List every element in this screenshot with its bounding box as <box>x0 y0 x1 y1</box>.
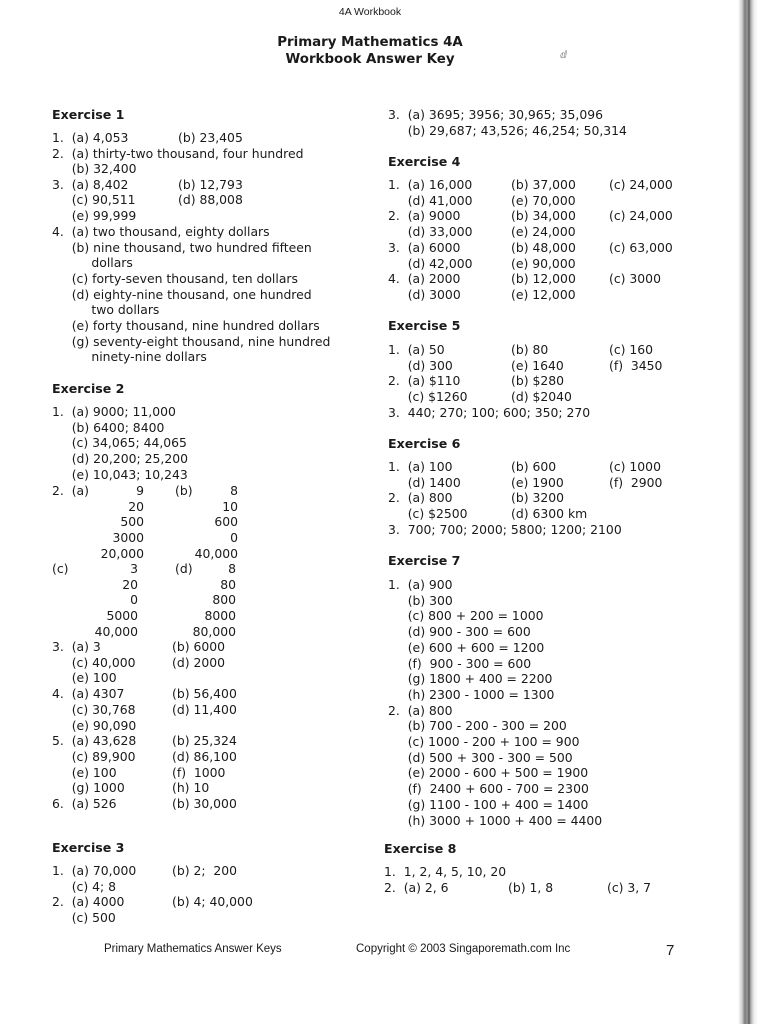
column-value: 500 <box>120 514 144 530</box>
answer-line: 3. (a) 6000 <box>388 239 461 255</box>
scan-edge <box>738 0 768 1024</box>
answer-line: (h) 3000 + 1000 + 400 = 4400 <box>388 812 603 828</box>
exercise-heading: Exercise 3 <box>52 840 125 855</box>
answer-line: (e) 2000 - 600 + 500 = 1900 <box>388 765 589 781</box>
answer-line: (g) 1100 - 100 + 400 = 1400 <box>388 796 589 812</box>
answer-line: (d) 86,100 <box>172 748 237 764</box>
column-value: 8 <box>228 561 236 576</box>
column-value: 600 <box>214 514 238 530</box>
answer-line: (e) 70,000 <box>511 192 576 208</box>
footer-left: Primary Mathematics Answer Keys <box>104 943 282 955</box>
answer-line: 4. (a) two thousand, eighty dollars <box>52 224 270 239</box>
answer-line: 1. 1, 2, 4, 5, 10, 20 <box>384 864 507 879</box>
answer-line: (c) 3, 7 <box>607 880 652 895</box>
answer-line: (e) 1640 <box>511 357 564 373</box>
answer-line: (b) 29,687; 43,526; 46,254; 50,314 <box>388 123 627 138</box>
answer-line: (h) 10 <box>172 780 210 796</box>
answer-line: 1. (a) 4,053 <box>52 130 129 145</box>
answer-line: (e) 100 <box>52 670 117 686</box>
answer-line: (c) 3000 <box>609 271 661 287</box>
answer-line: 1. (a) 9000; 11,000 <box>52 404 176 419</box>
exercise-heading: Exercise 5 <box>388 318 461 333</box>
answer-line: 3. (a) 3 <box>52 639 101 654</box>
answer-line: (e) 1900 <box>511 474 564 490</box>
column-value: 5000 <box>106 608 138 624</box>
answer-line: (c) 30,768 <box>52 701 136 717</box>
answer-line: two dollars <box>52 302 160 317</box>
exercise-heading: Exercise 4 <box>388 154 461 169</box>
answer-line: (d) 900 - 300 = 600 <box>388 624 531 640</box>
column-value: 8 <box>230 483 238 498</box>
answer-line: (b) $280 <box>511 373 565 389</box>
footer-page-number: 7 <box>666 942 675 959</box>
answer-line: (c) 24,000 <box>609 177 673 192</box>
answer-line: (b) 34,000 <box>511 208 576 224</box>
pen-mark: ⅆ <box>560 50 568 61</box>
answer-line: (b) 80 <box>511 342 549 357</box>
answer-line: 5. (a) 43,628 <box>52 733 137 749</box>
answer-label: (d) <box>175 561 193 576</box>
answer-label: (c) <box>52 561 69 576</box>
answer-line: (b) 700 - 200 - 300 = 200 <box>388 718 567 734</box>
answer-line: (b) 12,793 <box>178 177 243 192</box>
answer-line: (d) 300 <box>388 357 453 373</box>
exercise-heading: Exercise 2 <box>52 381 125 396</box>
answer-line: 3. (a) 8,402 <box>52 177 129 192</box>
header-label: 4A Workbook <box>338 6 402 18</box>
column-value: 80,000 <box>192 623 236 639</box>
answer-line: (b) 30,000 <box>172 796 237 811</box>
answer-line: 1. (a) 70,000 <box>52 863 137 878</box>
answer-line: 3. 440; 270; 100; 600; 350; 270 <box>388 404 591 420</box>
answer-line: (b) 600 <box>511 459 557 474</box>
answer-line: (d) 33,000 <box>388 224 473 240</box>
column-value: 800 <box>212 592 236 608</box>
column-value: 20 <box>128 498 144 514</box>
answer-line: (d) 42,000 <box>388 255 473 271</box>
column-value: 40,000 <box>194 545 238 561</box>
answer-line: (d) 6300 km <box>511 506 588 522</box>
answer-line: ninety-nine dollars <box>52 349 207 364</box>
answer-line: 3. (a) 3695; 3956; 30,965; 35,096 <box>388 107 604 122</box>
answer-line: (b) 1, 8 <box>508 880 554 895</box>
title-line-2: Workbook Answer Key <box>285 52 455 67</box>
answer-line: (d) 2000 <box>172 654 226 670</box>
answer-line: (e) 600 + 600 = 1200 <box>388 639 545 655</box>
answer-line: 2. (a) 800 <box>388 490 453 506</box>
answer-line: (b) 48,000 <box>511 239 576 255</box>
answer-line: 1. (a) 50 <box>388 342 445 357</box>
answer-line: (b) 37,000 <box>511 177 576 192</box>
answer-line: (b) 4; 40,000 <box>172 894 253 910</box>
column-value: 3000 <box>112 530 144 546</box>
answer-line: (e) 10,043; 10,243 <box>52 466 188 482</box>
answer-line: (c) 160 <box>609 342 654 357</box>
answer-line: (d) eighty-nine thousand, one hundred <box>52 287 312 302</box>
answer-line: (c) 63,000 <box>609 239 673 255</box>
answer-line: (d) 20,200; 25,200 <box>52 451 188 467</box>
footer-copyright: Copyright © 2003 Singaporemath.com Inc <box>356 943 571 955</box>
answer-line: (e) 24,000 <box>511 224 576 240</box>
answer-line: (b) 2; 200 <box>172 863 238 878</box>
answer-line: (f) 3450 <box>609 357 663 373</box>
answer-line: 6. (a) 526 <box>52 796 117 811</box>
answer-line: 2. (a) 4000 <box>52 894 125 910</box>
answer-line: (b) 12,000 <box>511 271 576 287</box>
answer-line: (b) 6400; 8400 <box>52 419 165 435</box>
answer-line: 4. (a) 2000 <box>388 271 461 287</box>
answer-line: (e) 90,090 <box>52 717 137 733</box>
answer-line: (c) 90,511 <box>52 192 136 207</box>
title-line-1: Primary Mathematics 4A <box>277 35 463 50</box>
answer-line: (d) 41,000 <box>388 192 473 208</box>
answer-line: (h) 2300 - 1000 = 1300 <box>388 686 555 702</box>
column-value: 20,000 <box>100 545 144 561</box>
answer-line: (e) 12,000 <box>511 286 576 302</box>
answer-line: (d) 3000 <box>388 286 461 302</box>
answer-line: (c) 40,000 <box>52 654 136 670</box>
answer-line: (d) 11,400 <box>172 701 237 717</box>
answer-line: (c) 800 + 200 = 1000 <box>388 608 544 624</box>
answer-line: (e) 100 <box>52 764 117 780</box>
answer-line: 2. (a) 9000 <box>388 208 461 224</box>
answer-line: 1. (a) 100 <box>388 459 453 474</box>
answer-line: (f) 2400 + 600 - 700 = 2300 <box>388 781 589 797</box>
answer-line: 2. (a) thirty-two thousand, four hundred <box>52 146 304 161</box>
answer-line: dollars <box>52 255 133 270</box>
answer-line: (d) 1400 <box>388 474 461 490</box>
answer-line: 1. (a) 900 <box>388 577 453 592</box>
answer-label: (b) <box>175 483 193 498</box>
answer-line: (b) 32,400 <box>52 161 137 176</box>
answer-line: (e) 99,999 <box>52 208 137 223</box>
answer-line: (c) 1000 - 200 + 100 = 900 <box>388 734 580 749</box>
answer-line: (d) 500 + 300 - 300 = 500 <box>388 749 573 765</box>
answer-line: (b) 3200 <box>511 490 565 506</box>
answer-line: (f) 1000 <box>172 764 226 780</box>
answer-line: (c) 89,900 <box>52 748 136 764</box>
column-value: 40,000 <box>94 623 138 639</box>
answer-line: 3. 700; 700; 2000; 5800; 1200; 2100 <box>388 521 622 537</box>
page-title <box>0 34 740 68</box>
answer-line: (g) 1000 <box>52 780 125 796</box>
answer-line: 2. (a) 800 <box>388 702 453 718</box>
column-value: 20 <box>122 576 138 592</box>
answer-line: 4. (a) 4307 <box>52 686 125 702</box>
answer-line: 1. (a) 16,000 <box>388 177 473 192</box>
column-value: 0 <box>230 530 238 546</box>
answer-line: (c) 1000 <box>609 459 661 474</box>
answer-line: (c) 34,065; 44,065 <box>52 435 187 451</box>
answer-line: (b) 56,400 <box>172 686 237 702</box>
answer-line: (c) 24,000 <box>609 208 673 224</box>
exercise-heading: Exercise 8 <box>384 841 457 856</box>
column-value: 8000 <box>204 608 236 624</box>
answer-label: 2. (a) <box>52 483 89 498</box>
answer-line: (c) forty-seven thousand, ten dollars <box>52 271 298 286</box>
answer-line: 2. (a) 2, 6 <box>384 880 449 895</box>
answer-line: (d) $2040 <box>511 389 572 405</box>
column-value: 0 <box>130 592 138 608</box>
column-value: 3 <box>130 561 138 576</box>
column-value: 9 <box>136 483 144 498</box>
answer-line: (c) 4; 8 <box>52 878 116 894</box>
answer-line: (c) $2500 <box>388 506 468 522</box>
answer-line: (e) 90,000 <box>511 255 576 271</box>
exercise-heading: Exercise 7 <box>388 553 461 568</box>
answer-line: (b) 23,405 <box>178 130 243 145</box>
answer-line: (d) 88,008 <box>178 192 243 207</box>
column-value: 80 <box>220 576 236 592</box>
answer-line: (b) 6000 <box>172 639 226 654</box>
exercise-heading: Exercise 6 <box>388 436 461 451</box>
answer-line: (c) 500 <box>52 910 116 926</box>
answer-line: (b) nine thousand, two hundred fifteen <box>52 240 312 255</box>
column-value: 10 <box>222 498 238 514</box>
answer-line: (g) seventy-eight thousand, nine hundred <box>52 334 331 349</box>
answer-line: (b) 25,324 <box>172 733 237 749</box>
answer-line: (b) 300 <box>388 592 453 608</box>
answer-line: (c) $1260 <box>388 389 468 405</box>
exercise-heading: Exercise 1 <box>52 107 125 122</box>
answer-line: (f) 2900 <box>609 474 663 490</box>
answer-line: (f) 900 - 300 = 600 <box>388 655 532 671</box>
answer-line: 2. (a) $110 <box>388 373 461 389</box>
answer-line: (e) forty thousand, nine hundred dollars <box>52 318 320 333</box>
answer-line: (g) 1800 + 400 = 2200 <box>388 671 553 687</box>
